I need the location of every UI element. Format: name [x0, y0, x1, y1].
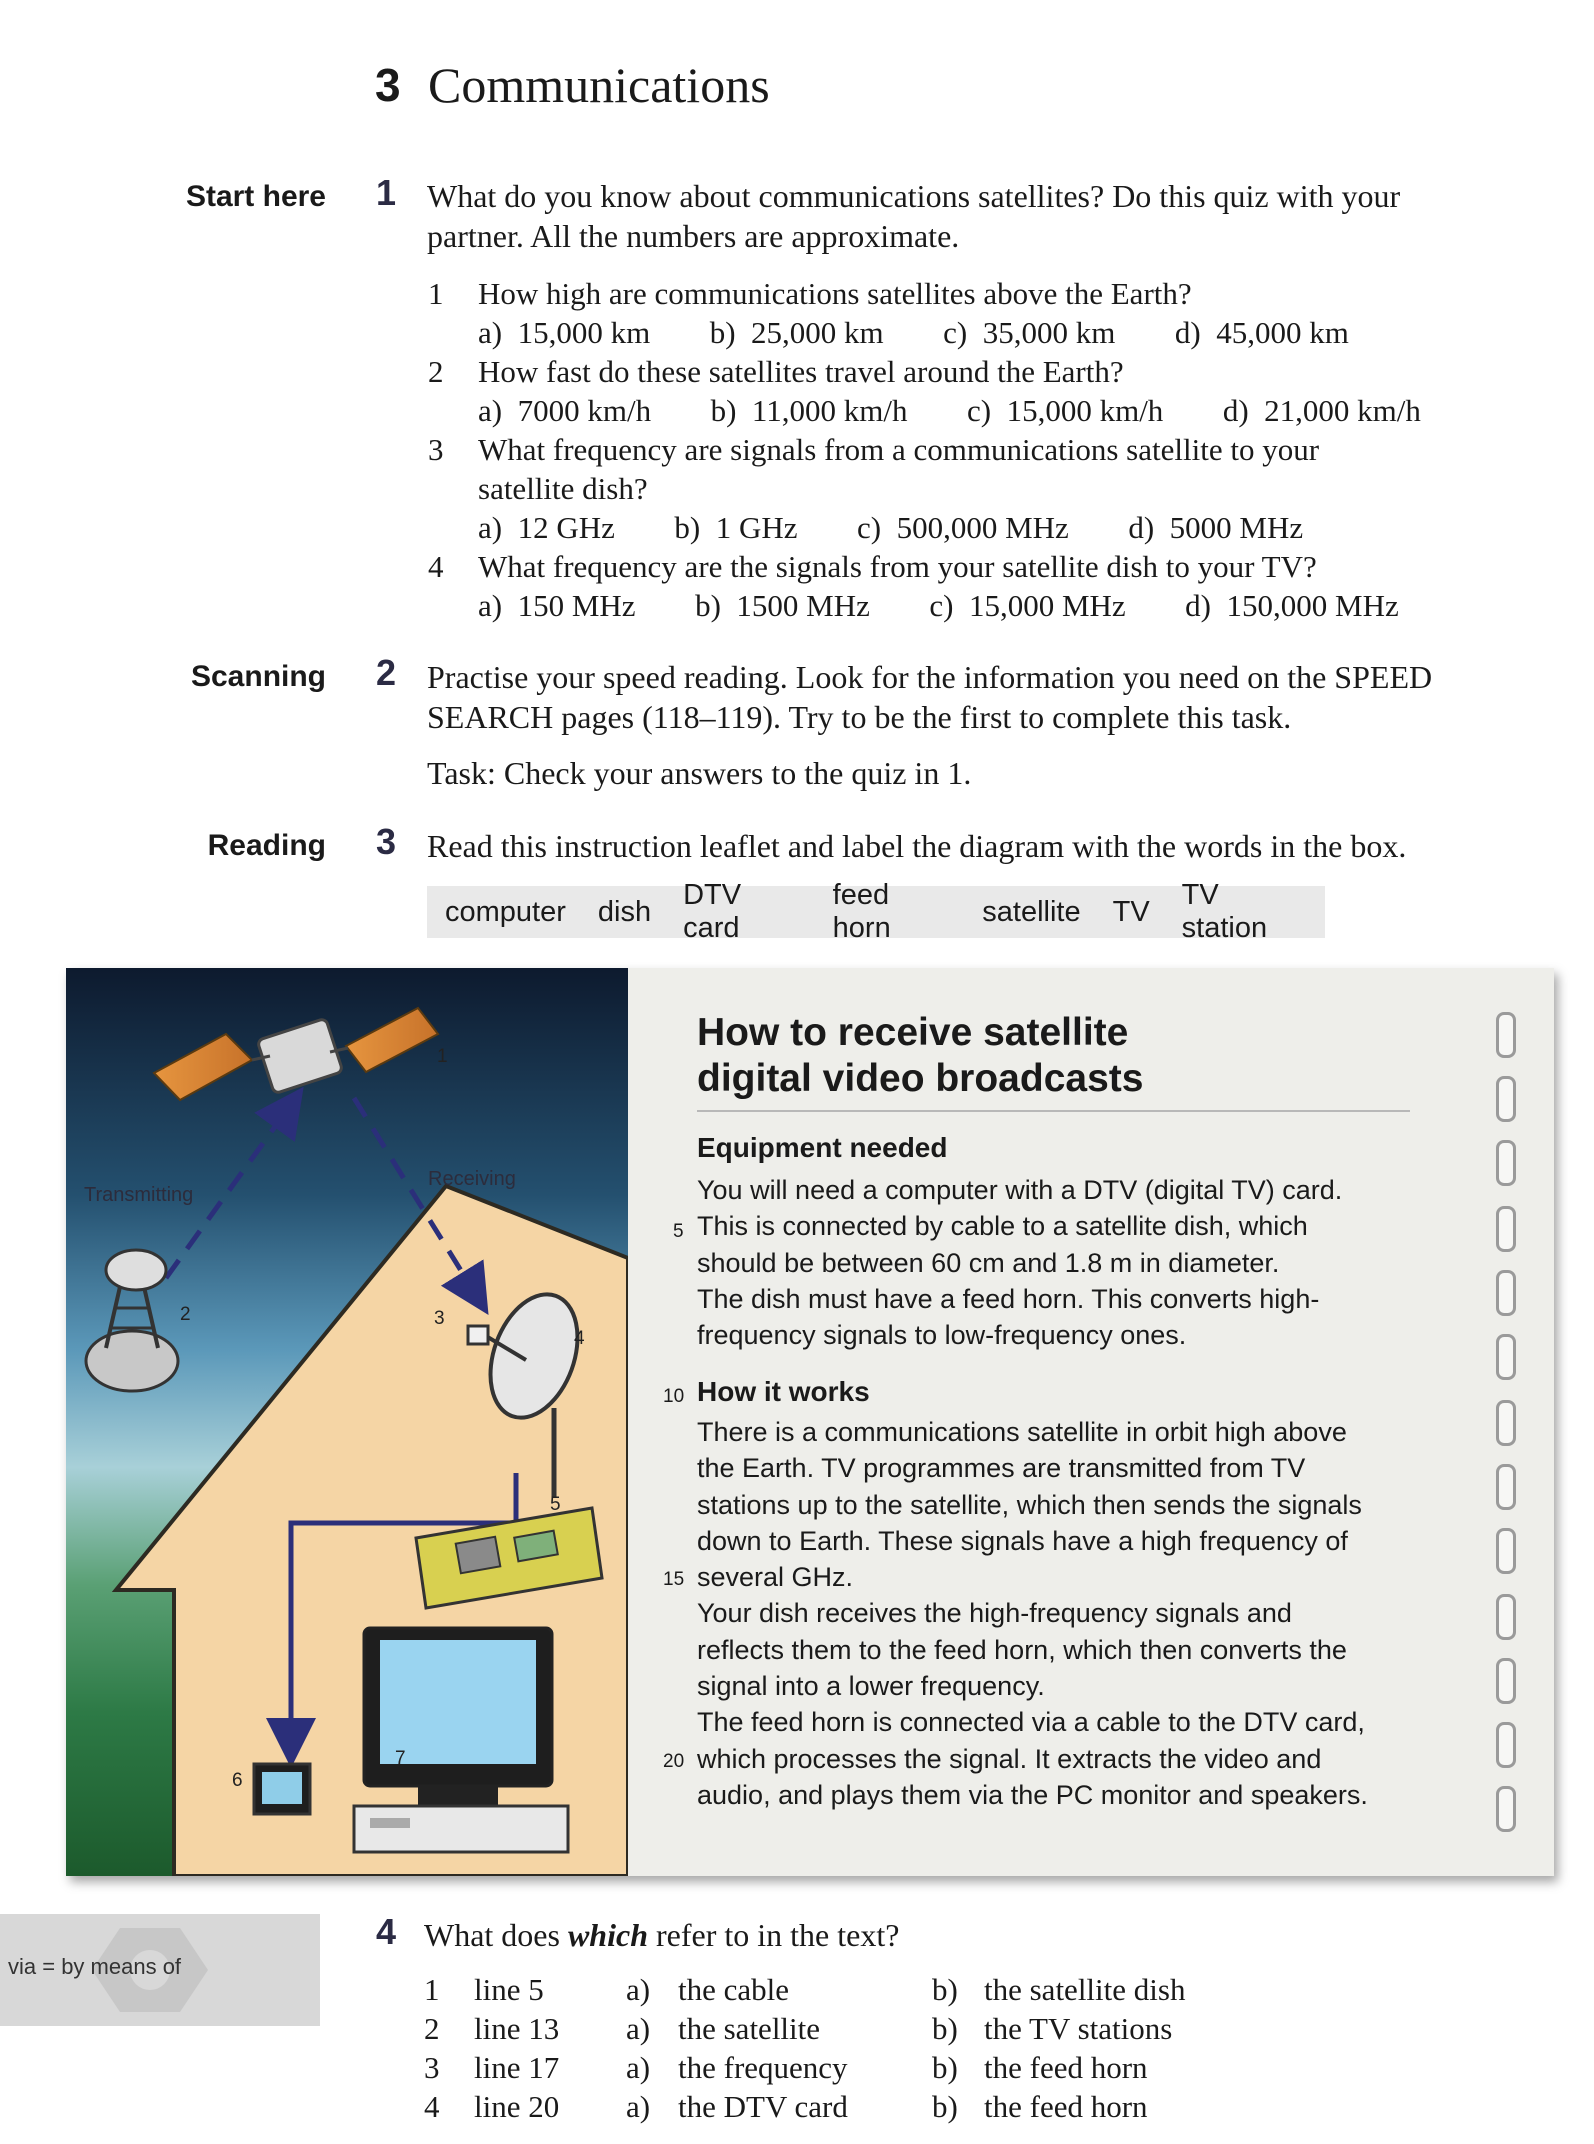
option-b[interactable]: b) 11,000 km/h: [710, 393, 908, 428]
option-c[interactable]: c) 15,000 MHz: [929, 588, 1126, 623]
binder-ring: [1496, 1400, 1516, 1446]
unit-title: Communications: [428, 57, 770, 113]
task3-instruction: Read this instruction leaflet and label the diagram with the words in the box.: [427, 828, 1407, 864]
task-number-3: 3: [376, 821, 397, 862]
option-b[interactable]: b) 25,000 km: [709, 315, 884, 350]
leaflet-paragraph-how-it-works: There is a communications satellite in orbit high above the Earth. TV programmes are transmitted from TV stations up to the satellite, which then sends the signals down to Earth. These signals have a high frequency of several GHz. Your dish receives the high-frequency signals and reflects them to the feed horn, which then converts the signal into a lower frequency. The feed horn is connected via a cable to the DTV card, which processes the signal. It extracts the video and audio, and plays them via the PC monitor and speakers.: [697, 1417, 1368, 1810]
task2-line2: SEARCH pages (118–119). Try to be the first to complete this task.: [427, 699, 1292, 735]
option-a-text[interactable]: the frequency: [678, 2050, 848, 2085]
leaflet-paragraph-equipment: You will need a computer with a DTV (digital TV) card. This is connected by cable to a satellite dish, which should be between 60 cm and 1.8 m in diameter. The dish must have a feed horn. This converts high- frequency signals to low-frequency ones.: [697, 1175, 1343, 1351]
question-number: 1: [428, 276, 444, 311]
option-b-text[interactable]: the feed horn: [984, 2089, 1148, 2124]
computer-icon: [354, 1628, 568, 1852]
option-b-text[interactable]: the feed horn: [984, 2050, 1148, 2085]
quiz-question-3-number: 3: [428, 432, 444, 467]
line-number-20: 20: [663, 1751, 685, 1772]
binder-ring: [1496, 1786, 1516, 1832]
option-a-text[interactable]: the satellite: [678, 2011, 821, 2046]
diagram-number-4: 4: [574, 1328, 585, 1349]
task-number-1: 1: [376, 172, 397, 213]
row-line-ref: line 13: [474, 2011, 560, 2046]
option-d[interactable]: d) 5000 MHz: [1128, 510, 1304, 545]
diagram-number-7: 7: [395, 1748, 406, 1769]
option-b-letter: b): [932, 1972, 958, 2007]
task4-question: What does which refer to in the text?: [424, 1917, 900, 1953]
option-a-letter: a): [626, 2089, 651, 2124]
unit-number: 3: [375, 59, 401, 111]
binder-ring: [1496, 1206, 1516, 1252]
word-tv: TV: [1112, 895, 1150, 928]
word-tv-station: TV station: [1181, 879, 1268, 944]
binder-ring: [1496, 1076, 1516, 1122]
line-number-10: 10: [663, 1386, 685, 1407]
option-c[interactable]: c) 35,000 km: [943, 315, 1116, 350]
diagram-number-2: 2: [180, 1304, 191, 1325]
option-b-letter: b): [932, 2089, 958, 2124]
binder-ring: [1496, 1334, 1516, 1380]
binder-ring: [1496, 1464, 1516, 1510]
option-b-text[interactable]: the TV stations: [984, 2011, 1173, 2046]
option-d[interactable]: d) 21,000 km/h: [1222, 393, 1421, 428]
diagram-number-3: 3: [434, 1308, 445, 1329]
row-number: 1: [424, 1972, 440, 2007]
quiz-options-2: [478, 391, 1421, 431]
option-a[interactable]: a) 150 MHz: [478, 588, 636, 623]
leaflet-title-line1: How to receive satellite: [697, 1011, 1129, 1054]
binder-ring: [1496, 1722, 1516, 1768]
quiz-question-4-text: What frequency are the signals from your satellite dish to your TV?: [478, 549, 1317, 584]
option-b-letter: b): [932, 2011, 958, 2046]
word-computer: computer: [445, 895, 566, 928]
row-line-ref: line 5: [474, 1972, 544, 2007]
task-number-4: 4: [376, 1911, 397, 1952]
leaflet-heading-equipment: Equipment needed: [697, 1132, 948, 1163]
quiz-question-1-text: How high are communications satellites above the Earth?: [478, 276, 1192, 311]
option-a[interactable]: a) 15,000 km: [478, 315, 651, 350]
option-d[interactable]: d) 150,000 MHz: [1185, 588, 1399, 623]
quiz-question-2-text: How fast do these satellites travel around the Earth?: [478, 354, 1124, 389]
option-a-letter: a): [626, 1972, 651, 2007]
quiz-question-1: [428, 274, 444, 314]
task1-intro-line1: What do you know about communications satellites? Do this quiz with your: [427, 178, 1401, 214]
task-number-2: 2: [376, 652, 397, 693]
section-label-start-here: Start here: [185, 180, 326, 213]
option-a-letter: a): [626, 2011, 651, 2046]
option-a-text[interactable]: the DTV card: [678, 2089, 848, 2124]
word-dtv-card: DTV card: [683, 879, 742, 944]
option-d[interactable]: d) 45,000 km: [1174, 315, 1349, 350]
line-number-15: 15: [663, 1569, 685, 1590]
leaflet-heading-how-it-works: How it works: [697, 1376, 870, 1407]
row-number: 3: [424, 2050, 440, 2085]
quiz-question-3-text: What frequency are signals from a communications satellite to your: [478, 432, 1320, 467]
section-label-scanning: Scanning: [190, 660, 326, 693]
word-satellite: satellite: [982, 895, 1081, 928]
row-line-ref: line 20: [474, 2089, 560, 2124]
section-label-reading: Reading: [207, 829, 326, 862]
word-box: [427, 879, 1325, 944]
task2-line1: Practise your speed reading. Look for the information you need on the SPEED: [427, 659, 1433, 695]
tv-icon: [254, 1764, 310, 1814]
binder-ring: [1496, 1012, 1516, 1058]
quiz-question-3-text-cont: satellite dish?: [478, 471, 648, 506]
quiz-question-4-number: 4: [428, 549, 444, 584]
option-a-letter: a): [626, 2050, 651, 2085]
word-feed-horn: feed horn: [832, 879, 891, 944]
binder-ring: [1496, 1658, 1516, 1704]
task1-intro-line2: partner. All the numbers are approximate.: [427, 218, 960, 254]
title-rule: [697, 1110, 1410, 1112]
line-number-5: 5: [673, 1221, 684, 1242]
quiz-options-1: [478, 313, 1349, 353]
diagram-number-1: 1: [437, 1046, 448, 1067]
binder-ring: [1496, 1594, 1516, 1640]
option-a-text[interactable]: the cable: [678, 1972, 790, 2007]
option-c[interactable]: c) 15,000 km/h: [966, 393, 1164, 428]
option-b-letter: b): [932, 2050, 958, 2085]
binder-ring: [1496, 1140, 1516, 1186]
diagram-number-5: 5: [550, 1494, 561, 1515]
option-c[interactable]: c) 500,000 MHz: [857, 510, 1069, 545]
option-a[interactable]: a) 12 GHz: [478, 510, 615, 545]
row-number: 2: [424, 2011, 440, 2046]
label-transmitting: Transmitting: [84, 1184, 194, 1206]
option-b-text[interactable]: the satellite dish: [984, 1972, 1186, 2007]
task2-task: Task: Check your answers to the quiz in 1.: [427, 755, 972, 791]
option-b[interactable]: b) 1 GHz: [674, 510, 798, 545]
binder-ring: [1496, 1528, 1516, 1574]
row-line-ref: line 17: [474, 2050, 560, 2085]
glossary-box: [0, 1914, 320, 2026]
satellite-diagram: [66, 968, 628, 1876]
quiz-options-4: [478, 586, 1399, 626]
leaflet-title-line2: digital video broadcasts: [697, 1057, 1144, 1100]
word-dish: dish: [597, 895, 652, 928]
quiz-question-2-number: 2: [428, 354, 444, 389]
glossary-text: via = by means of: [8, 1954, 182, 1979]
diagram-number-6: 6: [232, 1770, 243, 1791]
label-receiving: Receiving: [428, 1168, 516, 1190]
option-a[interactable]: a) 7000 km/h: [478, 393, 652, 428]
binder-ring: [1496, 1270, 1516, 1316]
option-b[interactable]: b) 1500 MHz: [695, 588, 870, 623]
row-number: 4: [424, 2089, 440, 2124]
quiz-options-3: [478, 508, 1303, 548]
